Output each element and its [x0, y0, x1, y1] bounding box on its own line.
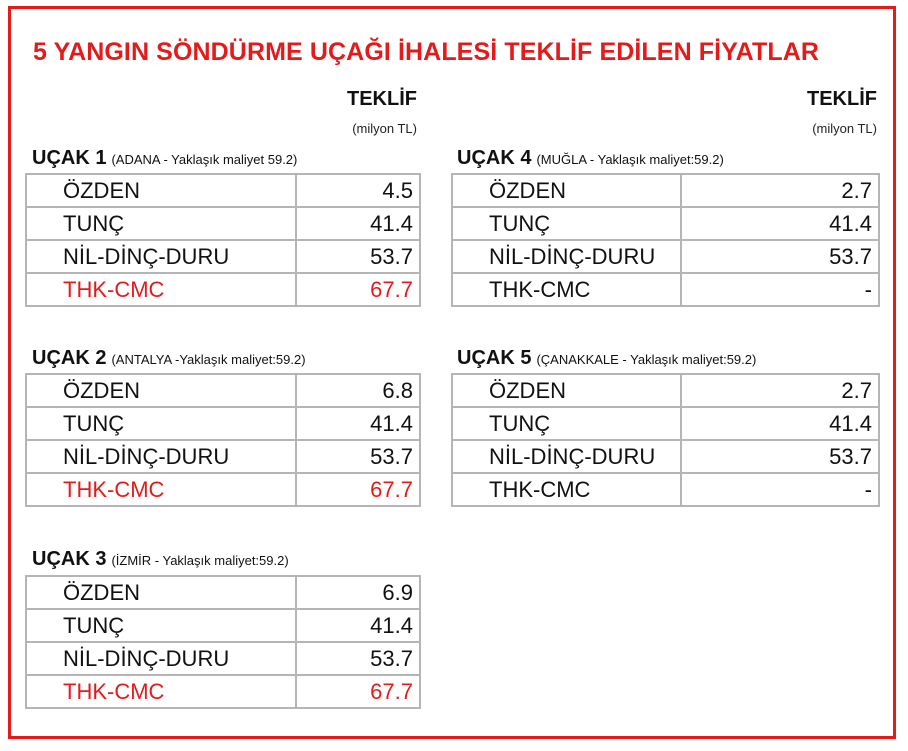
bid-value-cell: 6.8: [296, 374, 420, 407]
group-name: UÇAK 5: [457, 347, 532, 369]
bid-value-cell: 53.7: [681, 440, 879, 473]
company-cell: TUNÇ: [452, 207, 681, 240]
company-cell: TUNÇ: [26, 609, 296, 642]
company-cell: NİL-DİNÇ-DURU: [452, 240, 681, 273]
group-name: UÇAK 3: [32, 548, 107, 570]
group-name: UÇAK 4: [457, 147, 532, 169]
company-cell: NİL-DİNÇ-DURU: [26, 240, 296, 273]
group-name: UÇAK 2: [32, 347, 107, 369]
group-heading-ucak-3: [32, 548, 289, 571]
bid-value-cell: 53.7: [681, 240, 879, 273]
company-cell: THK-CMC: [452, 273, 681, 306]
company-cell: ÖZDEN: [452, 174, 681, 207]
table-row: [452, 174, 879, 207]
company-cell: ÖZDEN: [26, 174, 296, 207]
group-heading-ucak-1: [32, 147, 297, 170]
group-name: UÇAK 1: [32, 147, 107, 169]
table-row: [26, 642, 420, 675]
bid-table-ucak-5: [451, 373, 880, 507]
bid-value-cell: 67.7: [296, 273, 420, 306]
table-row: [26, 374, 420, 407]
bid-value-cell: 67.7: [296, 473, 420, 506]
table-row: [26, 407, 420, 440]
bid-value-cell: 41.4: [296, 609, 420, 642]
table-row: [26, 440, 420, 473]
group-description: (ÇANAKKALE - Yaklaşık maliyet:59.2): [536, 352, 757, 367]
bid-value-cell: 53.7: [296, 240, 420, 273]
company-cell: TUNÇ: [26, 407, 296, 440]
bid-value-cell: 2.7: [681, 174, 879, 207]
table-row: [26, 207, 420, 240]
teklif-header-left: TEKLİF: [347, 88, 417, 110]
company-cell: TUNÇ: [452, 407, 681, 440]
teklif-header-right: TEKLİF: [807, 88, 877, 110]
bid-value-cell: -: [681, 273, 879, 306]
group-description: (İZMİR - Yaklaşık maliyet:59.2): [111, 553, 289, 568]
bid-value-cell: 41.4: [296, 207, 420, 240]
company-cell: THK-CMC: [26, 473, 296, 506]
company-cell: NİL-DİNÇ-DURU: [26, 440, 296, 473]
company-cell: TUNÇ: [26, 207, 296, 240]
table-row: [452, 240, 879, 273]
table-row-highlighted: [26, 273, 420, 306]
table-row: [452, 207, 879, 240]
bid-table-ucak-1: [25, 173, 421, 307]
group-description: (ANTALYA -Yaklaşık maliyet:59.2): [111, 352, 306, 367]
table-row: [452, 374, 879, 407]
unit-label-left: (milyon TL): [352, 121, 417, 136]
bid-value-cell: 67.7: [296, 675, 420, 708]
bid-value-cell: 53.7: [296, 642, 420, 675]
bid-table-ucak-3: [25, 575, 421, 709]
table-row: [452, 440, 879, 473]
company-cell: THK-CMC: [452, 473, 681, 506]
company-cell: THK-CMC: [26, 273, 296, 306]
group-description: (ADANA - Yaklaşık maliyet 59.2): [111, 152, 298, 167]
bid-value-cell: 2.7: [681, 374, 879, 407]
company-cell: ÖZDEN: [26, 374, 296, 407]
table-row-highlighted: [26, 473, 420, 506]
bid-table-ucak-2: [25, 373, 421, 507]
bid-value-cell: 41.4: [296, 407, 420, 440]
company-cell: ÖZDEN: [452, 374, 681, 407]
unit-label-right: (milyon TL): [812, 121, 877, 136]
group-description: (MUĞLA - Yaklaşık maliyet:59.2): [536, 152, 724, 167]
bid-value-cell: 6.9: [296, 576, 420, 609]
group-heading-ucak-4: [457, 147, 724, 170]
table-row: [452, 273, 879, 306]
table-row: [452, 407, 879, 440]
group-heading-ucak-2: [32, 347, 306, 370]
company-cell: NİL-DİNÇ-DURU: [452, 440, 681, 473]
bid-table-ucak-4: [451, 173, 880, 307]
group-heading-ucak-5: [457, 347, 756, 370]
table-row: [452, 473, 879, 506]
company-cell: THK-CMC: [26, 675, 296, 708]
bid-value-cell: 41.4: [681, 407, 879, 440]
table-row-highlighted: [26, 675, 420, 708]
table-row: [26, 174, 420, 207]
bid-value-cell: 4.5: [296, 174, 420, 207]
table-row: [26, 609, 420, 642]
company-cell: ÖZDEN: [26, 576, 296, 609]
table-row: [26, 240, 420, 273]
page-title: 5 YANGIN SÖNDÜRME UÇAĞI İHALESİ TEKLİF EDİLEN FİYATLAR: [33, 38, 820, 66]
bid-value-cell: 53.7: [296, 440, 420, 473]
company-cell: NİL-DİNÇ-DURU: [26, 642, 296, 675]
bid-value-cell: 41.4: [681, 207, 879, 240]
table-row: [26, 576, 420, 609]
bid-value-cell: -: [681, 473, 879, 506]
